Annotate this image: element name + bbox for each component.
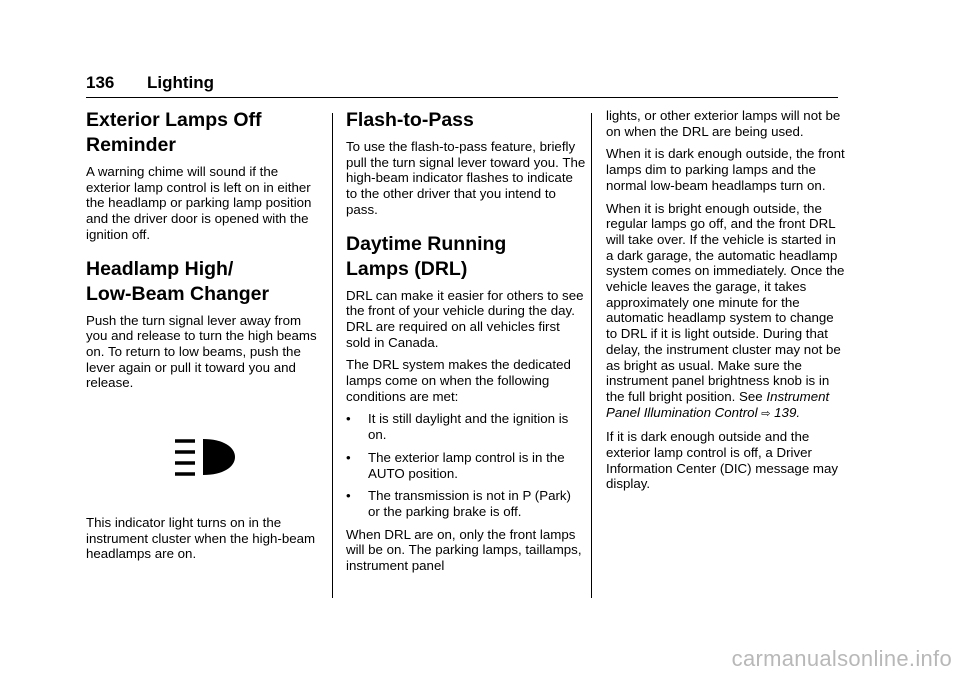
paragraph-text: When it is bright enough outside, the regular lamps go off, and the front DRL will take over. If the vehicle is started in a dark garage, the automatic headlamp system comes on immediately. Once the vehicle leaves the garage, it takes approximately one minute for the automatic headlamp system to change to DRL if it is light outside. During that delay, the instrument cluster may not be as bright as usual. Make sure the instrument panel brightness knob is in the full bright position. See <box>606 200 845 404</box>
column-divider <box>332 113 333 598</box>
heading-flash-to-pass: Flash-to-Pass <box>346 109 474 131</box>
heading-line: Low-Beam Changer <box>86 282 270 305</box>
high-beam-indicator-icon <box>86 411 326 503</box>
heading-line: Exterior Lamps Off <box>86 109 262 131</box>
bullet-marker: • <box>346 449 351 465</box>
list-item-text: It is still daylight and the ignition is on. <box>368 411 569 443</box>
paragraph: This indicator light turns on in the instrument cluster when the high-beam headlamps are on. <box>86 515 316 562</box>
page-ref-arrow-icon: ⇨ <box>761 407 771 420</box>
column-divider <box>591 113 592 598</box>
cross-reference-title: Instrument Panel Illumination Control <box>606 388 830 420</box>
list-item-text: The transmission is not in P (Park) or the parking brake is off. <box>368 488 571 519</box>
paragraph: DRL can make it easier for others to see the front of your vehicle during the day. DRL are required on all vehicles first sold in Canada. <box>346 287 584 350</box>
watermark: carmanualsonline.info <box>731 646 952 671</box>
bullet-marker: • <box>346 488 351 504</box>
heading-line: Reminder <box>86 134 176 156</box>
paragraph: To use the flash-to-pass feature, briefly pull the turn signal lever toward you. The high-beam indicator flashes to indicate to the other driver that you intend to pass. <box>346 139 586 217</box>
paragraph: If it is dark enough outside and the exterior lamp control is off, a Driver Information Center (DIC) message may display. <box>606 429 839 492</box>
heading-daytime-running-lamps <box>346 232 586 282</box>
sentence-end: . <box>796 404 801 420</box>
list-item <box>346 488 586 519</box>
section-title: Lighting <box>147 73 215 92</box>
page-header <box>86 71 838 98</box>
paragraph: The DRL system makes the dedicated lamps come on when the following conditions are met: <box>346 357 571 404</box>
paragraph <box>606 201 846 423</box>
list-item <box>346 411 586 442</box>
column-3 <box>606 108 846 499</box>
column-1 <box>86 108 326 569</box>
paragraph: When DRL are on, only the front lamps will be on. The parking lamps, taillamps, instrument panel <box>346 526 582 574</box>
heading-exterior-lamps-off-reminder <box>86 108 326 158</box>
heading-headlamp-high-low-beam-changer <box>86 257 326 307</box>
paragraph: A warning chime will sound if the exterior lamp control is left on in either the headlamp or parking lamp position and the driver door is opened with the ignition off. <box>86 164 312 242</box>
page-number: 136 <box>86 73 115 92</box>
list-item-text: The exterior lamp control is in the AUTO position. <box>368 449 565 481</box>
heading-line: Headlamp High/ <box>86 257 234 280</box>
heading-line: Lamps (DRL) <box>346 257 468 280</box>
paragraph: Push the turn signal lever away from you and release to turn the high beams on. To return to low beams, push the lever again or pull it toward you and release. <box>86 312 317 391</box>
list-item <box>346 450 586 481</box>
column-2 <box>346 108 586 581</box>
paragraph: When it is dark enough outside, the front lamps dim to parking lamps and the normal low-beam headlamps turn on. <box>606 146 845 193</box>
cross-reference-page: 139 <box>774 404 797 420</box>
heading-line: Daytime Running <box>346 232 507 255</box>
bullet-marker: • <box>346 411 351 427</box>
paragraph: lights, or other exterior lamps will not be on when the DRL are being used. <box>606 108 841 139</box>
